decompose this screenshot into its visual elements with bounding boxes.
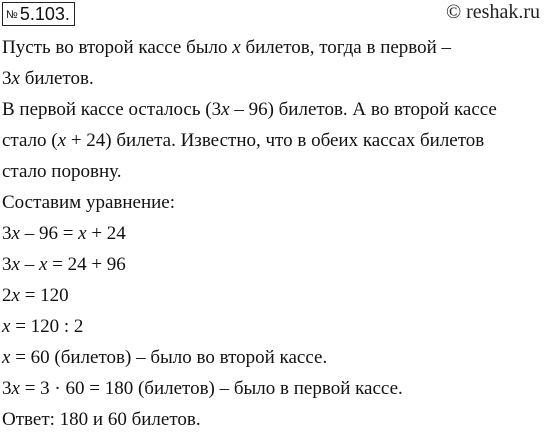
text-line: стало поровну.: [2, 161, 122, 182]
number-sign: №: [6, 9, 18, 21]
equation-line: 3x – x = 24 + 96: [2, 254, 126, 275]
text-line: В первой кассе осталось (3x – 96) билетов. А во второй кассе: [2, 99, 497, 120]
result-line: x = 60 (билетов) – было во второй кассе.: [2, 347, 328, 368]
site-watermark: © reshak.ru: [445, 1, 540, 23]
answer-line: Ответ: 180 и 60 билетов.: [2, 409, 201, 430]
equation-line: 3x – 96 = x + 24: [2, 223, 126, 244]
problem-number: 5.103.: [19, 4, 70, 24]
text-line: Составим уравнение:: [2, 192, 176, 213]
problem-number-badge: [2, 2, 75, 26]
solution-text: [2, 32, 542, 435]
equation-line: 2x = 120: [2, 285, 69, 306]
header: [0, 0, 544, 30]
text-line: Пусть во второй кассе было x билетов, тогда в первой –: [2, 37, 452, 58]
equation-line: x = 120 : 2: [2, 316, 84, 337]
text-line: стало (x + 24) билета. Известно, что в обеих кассах билетов: [2, 130, 485, 151]
text-line: 3x билетов.: [2, 68, 94, 89]
result-line: 3x = 3 · 60 = 180 (билетов) – было в первой кассе.: [2, 378, 403, 399]
